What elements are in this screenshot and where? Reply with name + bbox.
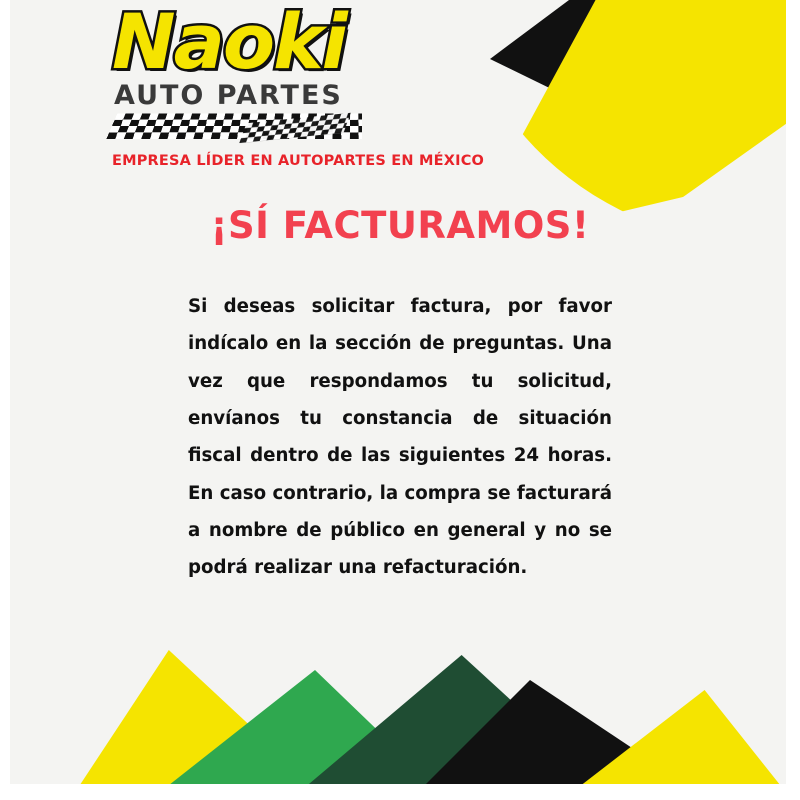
- brand-logo: [112, 0, 485, 169]
- body-paragraph: Si deseas solicitar factura, por favor indícalo en la sección de preguntas. Una vez que respondamos tu solicitud, envíanos tu constancia de situación fiscal dentro de las siguientes 24 horas. En caso contrario, la compra se facturará a nombre de público en general y no se podrá realizar una refacturación.: [188, 296, 612, 579]
- left-white-edge: [0, 0, 10, 800]
- brand-subtitle: AUTO PARTES: [114, 80, 343, 111]
- right-white-edge: [786, 0, 800, 800]
- bottom-white-strip: [0, 784, 800, 800]
- brand-tagline: EMPRESA LÍDER EN AUTOPARTES EN MÉXICO: [112, 153, 485, 169]
- brand-name: Naoki: [112, 0, 346, 86]
- page-title: ¡SÍ FACTURAMOS!: [210, 204, 590, 247]
